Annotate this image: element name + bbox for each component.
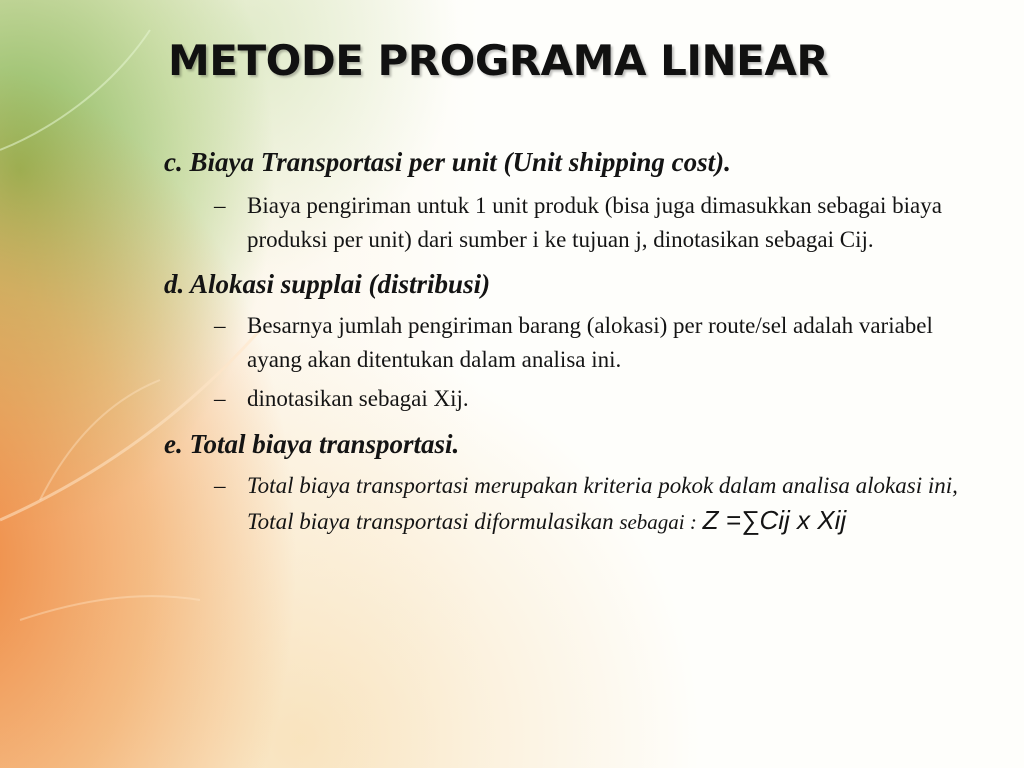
bullet-dash: – xyxy=(214,193,226,218)
bullet-dash: – xyxy=(214,473,226,498)
section-d-bullet-1 xyxy=(164,309,959,377)
section-e-bullet xyxy=(164,469,959,539)
section-e-bullet-text: Total biaya transportasi merupakan kriteria pokok dalam analisa alokasi ini, Total biaya transportasi diformulasikan xyxy=(247,473,958,534)
bullet-dash: – xyxy=(214,386,226,411)
section-c-bullet-text: Biaya pengiriman untuk 1 unit produk (bisa juga dimasukkan sebagai biaya produksi per unit) dari sumber i ke tujuan j, dinotasikan sebagai Cij. xyxy=(247,193,942,252)
section-c-heading: c. Biaya Transportasi per unit (Unit shipping cost). xyxy=(164,147,731,177)
cost-formula: Z =∑Cij x Xij xyxy=(702,505,847,535)
section-e-heading: e. Total biaya transportasi. xyxy=(164,429,460,459)
slide-body xyxy=(164,143,984,539)
slide-title: METODE PROGRAMA LINEAR xyxy=(168,36,829,85)
bullet-dash: – xyxy=(214,313,226,338)
section-e-bullet-tail: sebagai : xyxy=(619,510,697,534)
section-c-bullet xyxy=(164,189,959,257)
section-d-bullet-2 xyxy=(164,382,959,416)
section-d-bullet-1-text: Besarnya jumlah pengiriman barang (alokasi) per route/sel adalah variabel ayang akan ditentukan dalam analisa ini. xyxy=(247,313,933,372)
section-d-heading: d. Alokasi supplai (distribusi) xyxy=(164,269,491,299)
section-d-bullet-2-text: dinotasikan sebagai Xij. xyxy=(247,386,469,411)
